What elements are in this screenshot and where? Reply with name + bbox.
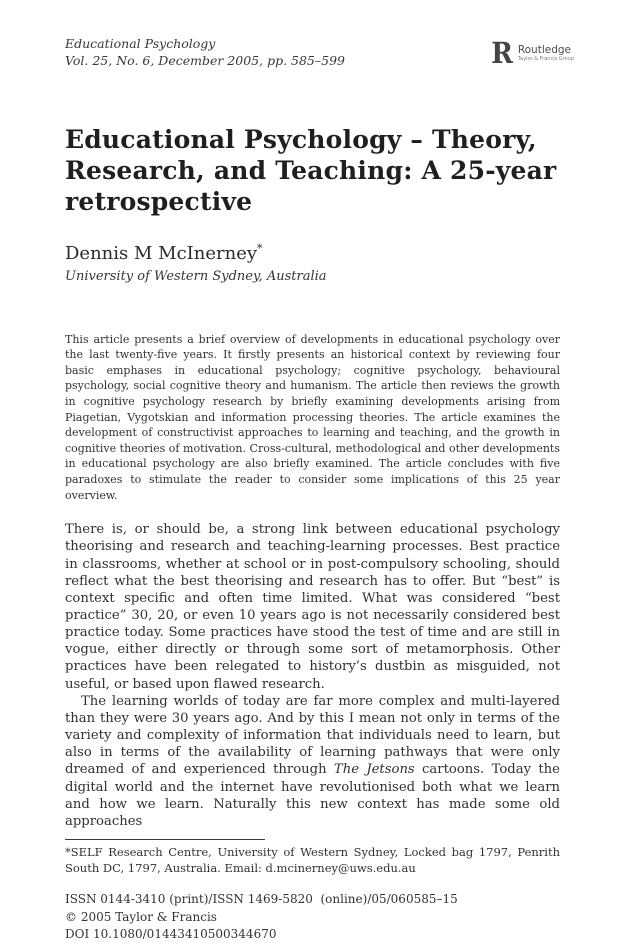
footnote-rule	[65, 839, 265, 840]
body-paragraph-2	[65, 693, 560, 830]
routledge-logo-text	[518, 45, 574, 64]
copyright-line: © 2005 Taylor & Francis	[65, 909, 217, 924]
routledge-r-icon: R	[490, 36, 513, 70]
abstract-paragraph: This article presents a brief overview of developments in educational psychology over the last twenty-five years. It firstly presents an historical context by reviewing four basic emphases in educational psychology; cognitive psychology, behavioural psychology, social cognitive theory and humanism. The article then reviews the growth in cognitive psychology research by briefly examining developments arising from Piagetian, Vygotskian and information processing theories. The article examines the development of constructivist approaches to learning and teaching, and the growth in cognitive theories of motivation. Cross-cultural, methodological and other developments in educational psychology are also briefly examined. The article concludes with five paradoxes to stimulate the reader to consider some implications of this 25 year overview.	[65, 332, 560, 502]
publisher-tagline: Taylor & Francis Group	[517, 56, 574, 63]
jetsons-italic-title: The Jetsons	[333, 762, 415, 778]
publisher-name: Routledge	[517, 43, 571, 56]
article-title: Educational Psychology – Theory, Research, and Teaching: A 25-year retrospective	[65, 124, 557, 217]
journal-name: Educational Psychology	[65, 36, 216, 51]
imprint-block	[65, 891, 560, 943]
journal-masthead	[65, 36, 574, 70]
body-paragraph-2-text-b: cartoons. Today the digital world and the internet have revolutionised both what we learn and how we learn. Naturally this new context has made some old approaches	[65, 762, 560, 829]
journal-info	[65, 36, 345, 70]
issn-line: ISSN 0144-3410 (print)/ISSN 1469-5820 (online)/05/060585–15	[65, 892, 458, 907]
author-name: Dennis M McInerney	[65, 242, 258, 264]
author-footnote: *SELF Research Centre, University of Western Sydney, Locked bag 1797, Penrith South DC, 1797, Australia. Email: d.mcinerney@uws.edu.au	[65, 845, 560, 876]
author-line	[65, 242, 560, 264]
doi-line: DOI 10.1080/01443410500344670	[65, 926, 277, 941]
journal-issue-line: Vol. 25, No. 6, December 2005, pp. 585–599	[65, 52, 345, 68]
body-paragraph-2-text-a: The learning worlds of today are far more complex and multi-layered than they were 30 years ago. And by this I mean not only in terms of the variety and complexity of information that individuals need to learn, but also in terms of the availability of learning pathways that were only dreamed of and experienced through	[65, 693, 560, 778]
author-affiliation: University of Western Sydney, Australia	[65, 268, 327, 284]
body-paragraph-1: There is, or should be, a strong link between educational psychology theorising and research and teaching-learning processes. Best practice in classrooms, whether at school or in post-compulsory schooling, should reflect what the best theorising and research has to offer. But “best” is context specific and often time limited. What was considered “best practice” 30, 20, or even 10 years ago is not necessarily considered best practice today. Some practices have stood the test of time and are still in vogue, either directly or through some sort of metamorphosis. Other practices have been relegated to history’s dustbin as misguided, not useful, or based upon flawed research.	[65, 522, 560, 692]
routledge-logo	[490, 36, 574, 70]
author-footnote-marker: *	[257, 241, 263, 255]
